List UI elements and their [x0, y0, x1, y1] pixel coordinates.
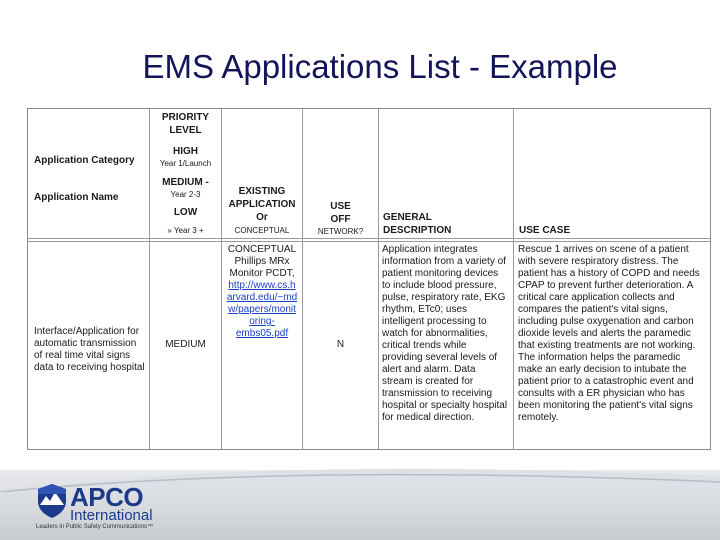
use-case-line: critical care application collects and — [518, 292, 675, 303]
description-line: Application integrates — [382, 244, 478, 255]
header-existing-or: Or — [256, 212, 268, 223]
reference-link-line: oring- — [249, 316, 275, 327]
use-case-line: CPAP to prevent further deterioration. A — [518, 280, 694, 291]
description-line: to include blood pressure, — [382, 280, 497, 291]
reference-link-line: arvard.edu/~md — [226, 292, 298, 303]
header-priority-low: LOW — [173, 207, 198, 218]
row-use-off-network: N — [336, 339, 345, 350]
header-description: DESCRIPTION — [383, 225, 452, 236]
header-general: GENERAL — [383, 212, 432, 223]
description-line: providing several levels of — [382, 352, 498, 363]
header-priority-medium: MEDIUM - — [162, 177, 209, 188]
applications-table — [27, 108, 711, 450]
apco-logo-subtitle: International — [70, 507, 153, 524]
header-application-category: Application Category — [34, 155, 135, 166]
reference-link[interactable] — [222, 280, 302, 340]
column-divider — [378, 109, 379, 449]
header-priority-low-sub: » Year 3 + — [167, 226, 204, 235]
use-case-line: The information helps the paramedic — [518, 352, 681, 363]
header-use: USE — [330, 201, 351, 212]
column-divider — [302, 109, 303, 449]
row-existing — [222, 244, 302, 340]
header-priority-title: PRIORITY — [161, 112, 210, 123]
header-priority-medium-sub: Year 2-3 — [170, 190, 201, 199]
header-priority-high-sub: Year 1/Launch — [159, 159, 212, 168]
description-line: hospital or specialty hospital — [382, 400, 508, 411]
use-case-line: compares the patient's vital signs, — [518, 304, 668, 315]
use-case-line: including pulse oxygenation and carbon — [518, 316, 694, 327]
description-line: pulse, respiratory rate, EKG — [382, 292, 506, 303]
apco-shield-icon — [36, 483, 68, 519]
description-line: critical trends while — [382, 340, 467, 351]
row-name-line: automatic transmission — [34, 338, 137, 349]
reference-link-line: embs05.pdf — [235, 328, 289, 339]
apco-logo-text: APCO — [70, 482, 144, 512]
use-case-line: make an early decision to intubate the — [518, 364, 687, 375]
use-case-line: Rescue 1 arrives on scene of a patient — [518, 244, 689, 255]
use-case-line: dioxide levels and alerts the paramedic — [518, 328, 691, 339]
row-name-line: of real time vital signs — [34, 350, 131, 361]
row-existing-line: Phillips MRx — [234, 256, 290, 267]
description-line: stream is created for — [382, 376, 474, 387]
header-existing-conceptual: CONCEPTUAL — [234, 226, 290, 235]
description-line: for medical direction. — [382, 412, 475, 423]
description-line: information from a variety of — [382, 256, 506, 267]
row-use-case — [518, 244, 708, 424]
use-case-line: patient prior to a catastrophic event and — [518, 376, 694, 387]
description-line: watch for abnormalities, — [382, 328, 488, 339]
use-case-line: that existing treatments are not working. — [518, 340, 696, 351]
row-application-name — [34, 326, 145, 374]
header-priority-high: HIGH — [173, 146, 198, 157]
row-general-description — [382, 244, 512, 424]
use-case-line: remotely. — [518, 412, 559, 423]
use-case-line: with severe respiratory distress. The — [518, 256, 679, 267]
row-existing-line: Monitor PCDT, — [229, 268, 295, 279]
row-priority: MEDIUM — [165, 339, 206, 350]
description-line: patient monitoring devices — [382, 268, 499, 279]
row-existing-line: CONCEPTUAL — [227, 244, 297, 255]
row-name-line: data to receiving hospital — [34, 362, 145, 373]
description-line: intelligent processing to — [382, 316, 487, 327]
header-existing-application: APPLICATION — [228, 199, 296, 210]
header-use-case: USE CASE — [519, 225, 571, 236]
description-line: transmission to receiving — [382, 388, 493, 399]
slide-title: EMS Applications List - Example — [142, 48, 618, 85]
header-priority-level: LEVEL — [169, 125, 202, 136]
apco-tagline: Leaders in Public Safety Communications™ — [36, 524, 154, 530]
row-name-line: Interface/Application for — [34, 326, 140, 337]
header-divider — [28, 241, 710, 242]
header-network: NETWORK? — [317, 227, 364, 236]
description-line: rhythm, ETc0; uses — [382, 304, 468, 315]
header-existing: EXISTING — [238, 186, 286, 197]
header-off: OFF — [330, 214, 351, 225]
use-case-line: been monitoring the patient's vital signs — [518, 400, 693, 411]
header-divider — [28, 238, 710, 239]
description-line: alert and alarm. Data — [382, 364, 476, 375]
use-case-line: consults with a ER physician who has — [518, 388, 685, 399]
use-case-line: patient has a history of COPD and needs — [518, 268, 700, 279]
column-divider — [513, 109, 514, 449]
reference-link-line: http://www.cs.h — [228, 280, 296, 291]
reference-link-line: w/papers/monit — [228, 304, 296, 315]
header-application-name: Application Name — [34, 192, 119, 203]
